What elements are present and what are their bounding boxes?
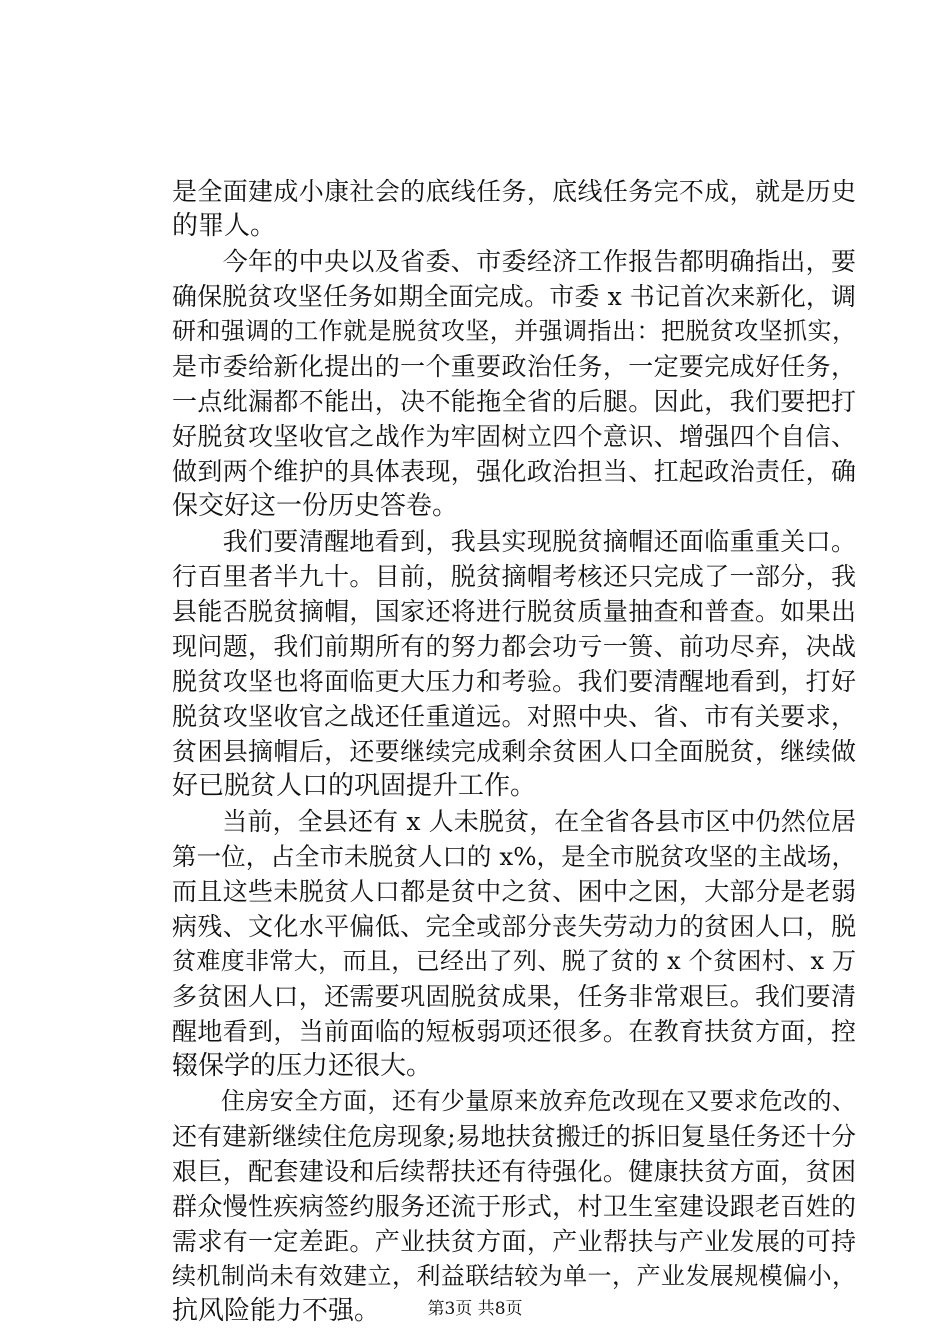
text-line: 贫困县摘帽后，还要继续完成剩余贫困人口全面脱贫，继续做 (172, 737, 856, 766)
text-line: 当前，全县还有 x 人未脱贫，在全省各县市区中仍然位居 (172, 807, 856, 836)
text-line: 行百里者半九十。目前，脱贫摘帽考核还只完成了一部分，我 (172, 562, 856, 591)
text-line: 一点纰漏都不能出，决不能拖全省的后腿。因此，我们要把打 (172, 387, 856, 416)
text-line: 群众慢性疾病签约服务还流于形式，村卫生室建设跟老百姓的 (172, 1192, 856, 1221)
document-body (172, 174, 856, 1329)
page-footer: 第3页 共8页 (427, 1299, 523, 1319)
text-line: 好脱贫攻坚收官之战作为牢固树立四个意识、增强四个自信、 (172, 422, 856, 451)
text-line: 住房安全方面，还有少量原来放弃危改现在又要求危改的、 (172, 1087, 856, 1115)
text-line: 贫难度非常大，而且，已经出了列、脱了贫的 x 个贫困村、x 万 (172, 947, 856, 975)
text-line: 现问题，我们前期所有的努力都会功亏一篑、前功尽弃，决战 (172, 632, 856, 661)
text-line: 的罪人。 (172, 211, 277, 241)
text-line: 病残、文化水平偏低、完全或部分丧失劳动力的贫困人口，脱 (172, 912, 856, 941)
text-line: 需求有一定差距。产业扶贫方面，产业帮扶与产业发展的可持 (172, 1227, 856, 1256)
text-line: 县能否脱贫摘帽，国家还将进行脱贫质量抽查和普查。如果出 (172, 597, 856, 626)
text-line: 抗风险能力不强。 (172, 1296, 381, 1326)
text-line: 还有建新继续住危房现象;易地扶贫搬迁的拆旧复垦任务还十分 (172, 1122, 856, 1151)
text-line: 保交好这一份历史答卷。 (172, 491, 459, 521)
text-line: 今年的中央以及省委、市委经济工作报告都明确指出，要 (172, 247, 856, 276)
text-line: 第一位，占全市未脱贫人口的 x%，是全市脱贫攻坚的主战场， (172, 842, 856, 871)
text-line: 醒地看到，当前面临的短板弱项还很多。在教育扶贫方面，控 (172, 1017, 856, 1046)
text-line: 续机制尚未有效建立，利益联结较为单一，产业发展规模偏小， (172, 1262, 856, 1290)
text-line: 而且这些未脱贫人口都是贫中之贫、困中之困，大部分是老弱 (172, 877, 856, 906)
text-line: 艰巨，配套建设和后续帮扶还有待强化。健康扶贫方面，贫困 (172, 1157, 856, 1186)
text-line: 好已脱贫人口的巩固提升工作。 (172, 771, 537, 801)
text-line: 脱贫攻坚收官之战还任重道远。对照中央、省、市有关要求， (172, 702, 856, 731)
text-line: 是全面建成小康社会的底线任务，底线任务完不成，就是历史 (172, 177, 856, 206)
text-line: 研和强调的工作就是脱贫攻坚，并强调指出：把脱贫攻坚抓实， (172, 317, 856, 345)
text-line: 确保脱贫攻坚任务如期全面完成。市委 x 书记首次来新化，调 (172, 282, 856, 311)
text-line: 多贫困人口，还需要巩固脱贫成果，任务非常艰巨。我们要清 (172, 982, 856, 1011)
text-line: 脱贫攻坚也将面临更大压力和考验。我们要清醒地看到，打好 (172, 667, 856, 696)
text-line: 做到两个维护的具体表现，强化政治担当、扛起政治责任，确 (172, 457, 856, 486)
text-line: 辍保学的压力还很大。 (172, 1051, 433, 1081)
text-line: 是市委给新化提出的一个重要政治任务，一定要完成好任务， (172, 352, 856, 381)
text-line: 我们要清醒地看到，我县实现脱贫摘帽还面临重重关口。 (172, 527, 856, 556)
